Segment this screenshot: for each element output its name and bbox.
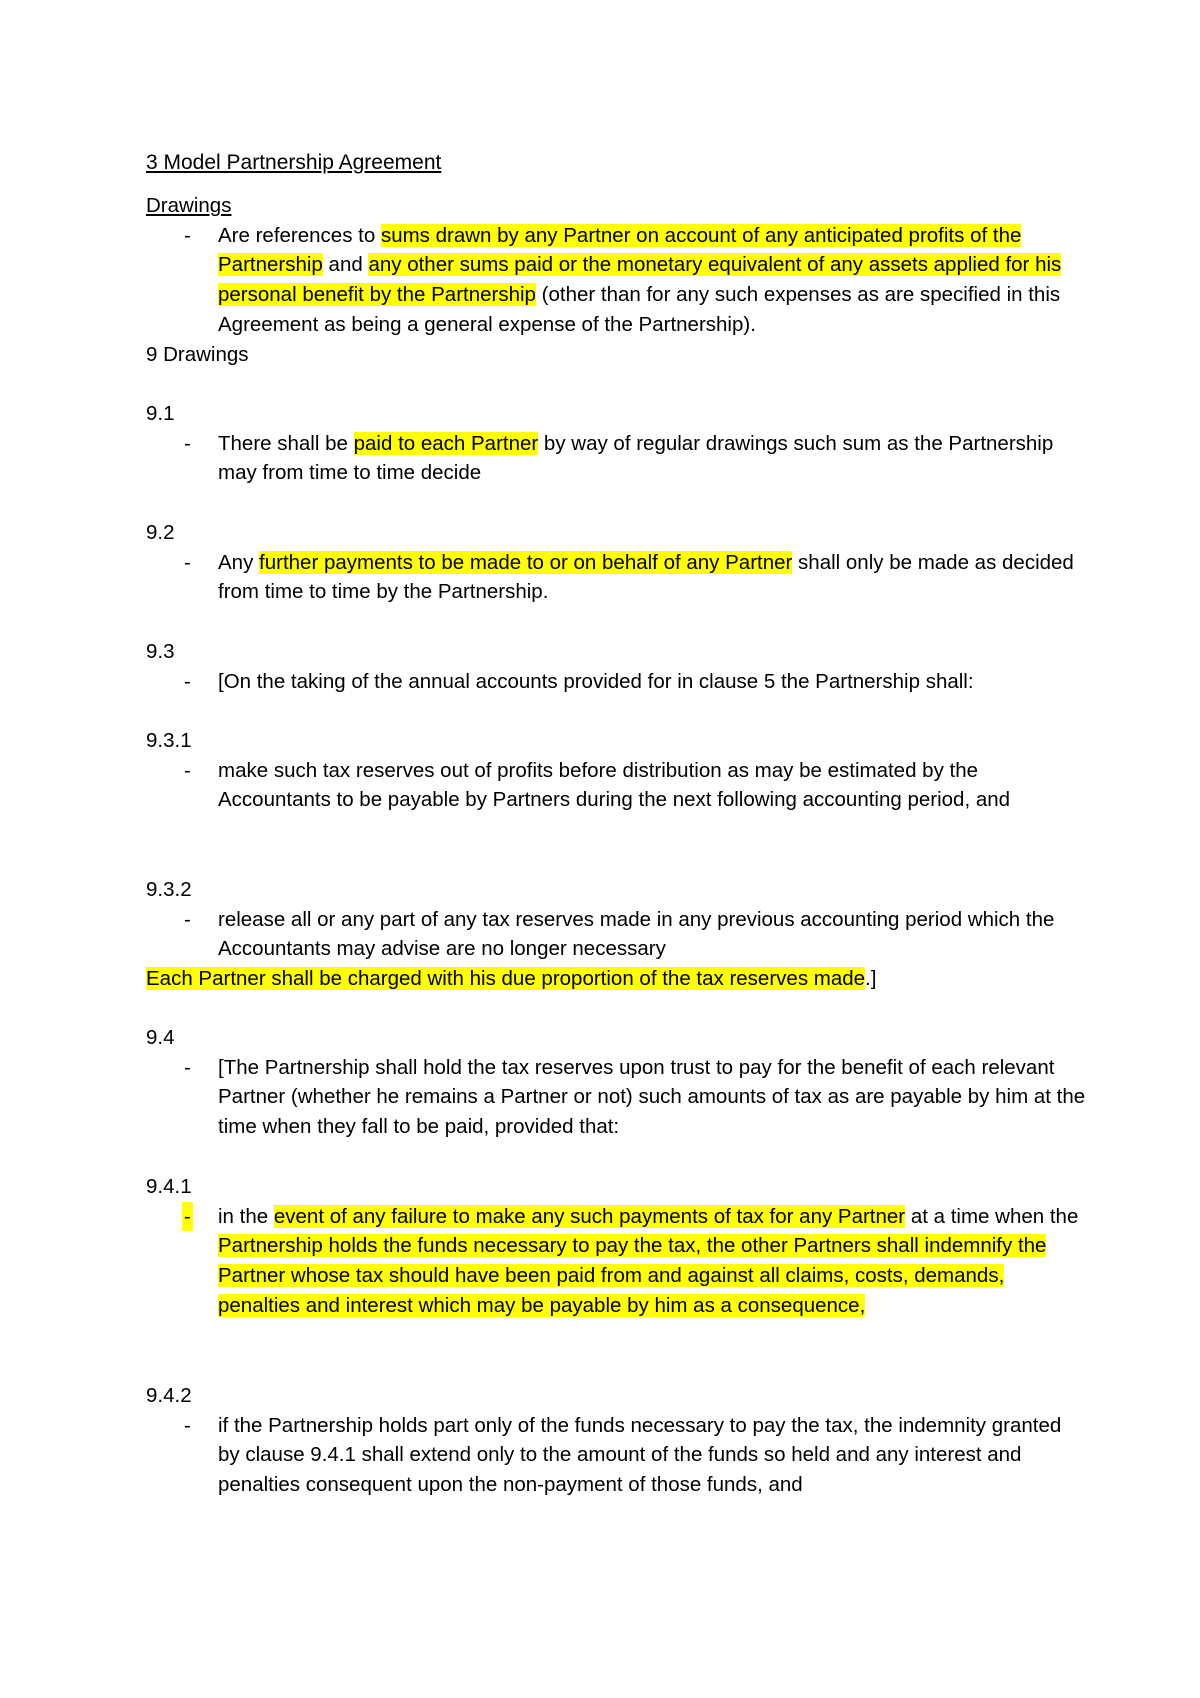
- highlight: Partnership holds the funds necessary to pay the tax, the other Partners shall indemnify the Partner whose tax should have been paid from and against all claims, costs, demands, penalties and interest which may be payable by him as a consequence,: [218, 1234, 1047, 1317]
- list-item: - There shall be paid to each Partner by way of regular drawings such sum as the Partnership may from time to time decide: [184, 431, 1054, 485]
- highlight: event of any failure to make any such payments of tax for any Partner: [273, 1204, 906, 1228]
- list-item: - [The Partnership shall hold the tax reserves upon trust to pay for the benefit of each relevant Partner (whether he remains a Partner or not) such amounts of tax as are payable by him at the time when they fall to be paid, provided that:: [184, 1055, 1086, 1139]
- section-heading: 9 Drawings: [146, 343, 249, 366]
- highlight: any other sums paid or the monetary equivalent of any assets applied for his personal benefit by the Partnership: [218, 253, 1062, 307]
- clause-number: 9.2: [146, 521, 175, 544]
- highlight: paid to each Partner: [353, 431, 539, 455]
- clause-number: 9.4.2: [146, 1384, 192, 1407]
- list-dash: -: [182, 1202, 193, 1232]
- clause-9-1: [146, 399, 1086, 488]
- list-item: - Are references to sums drawn by any Partner on account of any anticipated profits of the Partnership and any other sums paid or the monetary equivalent of any assets applied for his personal benefit by the Partnership (other than for any such expenses as are specified in this Agreement as being a general expense of the Partnership).: [146, 221, 1086, 340]
- drawings-heading: Drawings: [146, 194, 232, 217]
- list-item: - in the event of any failure to make any such payments of tax for any Partner at a time when the Partnership holds the funds necessary to pay the tax, the other Partners shall indemnify the Partner whose tax should have been paid from and against all claims, costs, demands, penalties and interest which may be payable by him as a consequence,: [146, 1202, 1086, 1321]
- list-dash: -: [184, 223, 191, 247]
- list-item: - release all or any part of any tax reserves made in any previous accounting period which the Accountants may advise are no longer necessary: [184, 907, 1055, 961]
- clause-9-2: [146, 518, 1086, 607]
- clause-number: 9.4.1: [146, 1175, 192, 1198]
- clause-9-4-1: [146, 1172, 1086, 1321]
- clause-number: 9.3.2: [146, 878, 192, 901]
- clause-9-4: [146, 1023, 1086, 1142]
- highlight: sums drawn by any Partner on account of any anticipated profits of the Partnership: [218, 223, 1022, 277]
- clause-9-3: [146, 637, 1086, 696]
- clause-number: 9.1: [146, 402, 175, 425]
- list-item: - [On the taking of the annual accounts provided for in clause 5 the Partnership shall:: [184, 669, 974, 693]
- clause-number: 9.3: [146, 640, 175, 663]
- clause-9-4-2: [146, 1381, 1086, 1500]
- highlight: Each Partner shall be charged with his due proportion of the tax reserves made: [146, 967, 866, 991]
- charge-sentence: Each Partner shall be charged with his due proportion of the tax reserves made.]: [146, 967, 877, 991]
- list-item: - if the Partnership holds part only of the funds necessary to pay the tax, the indemnity granted by clause 9.4.1 shall extend only to the amount of the funds so held and any interest and penalties consequent upon the non-payment of those funds, and: [184, 1413, 1062, 1497]
- clause-9-3-2: [146, 875, 1086, 994]
- list-item: - make such tax reserves out of profits before distribution as may be estimated by the Accountants to be payable by Partners during the next following accounting period, and: [184, 758, 1011, 812]
- document-title: 3 Model Partnership Agreement: [146, 151, 442, 174]
- clause-number: 9.3.1: [146, 729, 192, 752]
- clause-number: 9.4: [146, 1026, 175, 1049]
- highlight: further payments to be made to or on behalf of any Partner: [259, 550, 793, 574]
- clause-9-3-1: [146, 726, 1086, 815]
- drawings-definition: [146, 191, 1086, 340]
- list-item: - Any further payments to be made to or on behalf of any Partner shall only be made as decided from time to time by the Partnership.: [184, 550, 1074, 604]
